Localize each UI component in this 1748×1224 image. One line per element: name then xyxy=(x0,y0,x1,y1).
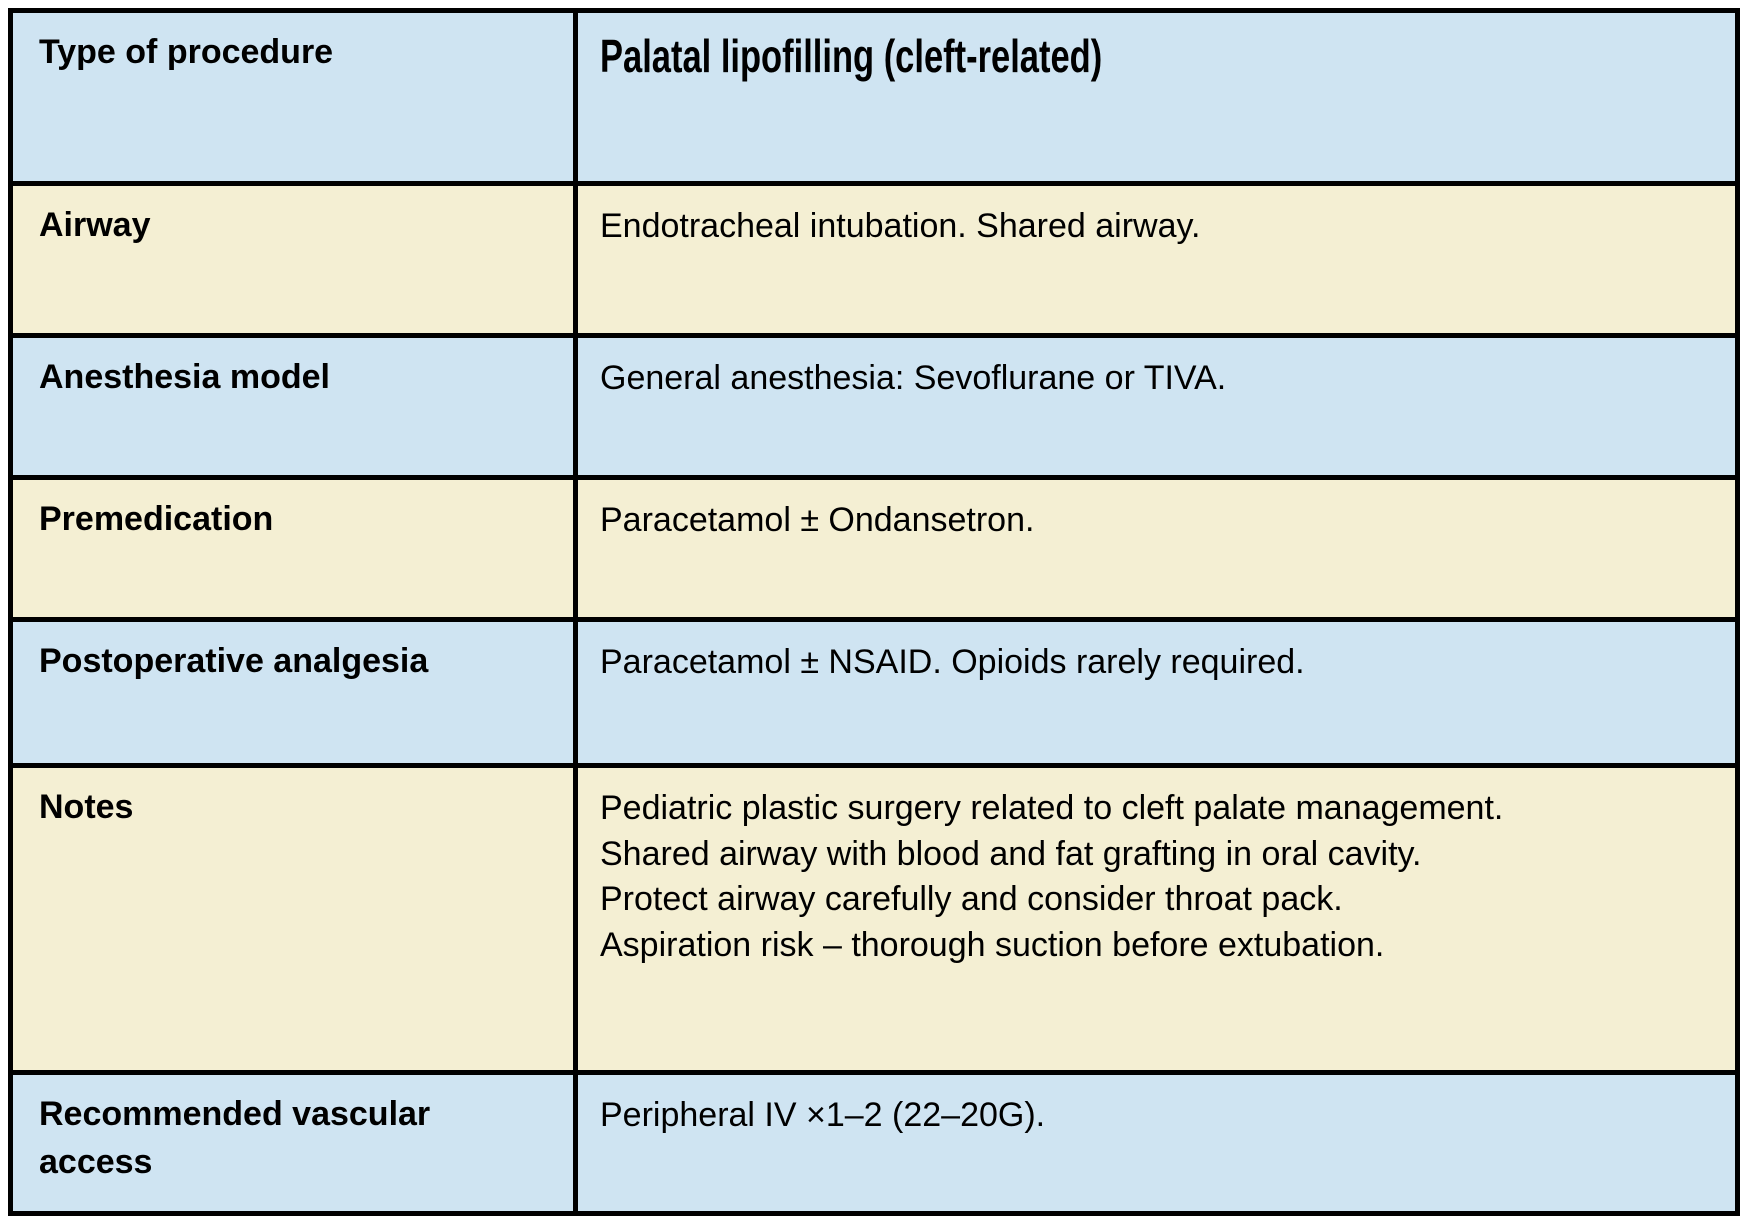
row-value-notes xyxy=(578,768,1735,1070)
table-row-premedication xyxy=(13,480,1735,622)
row-label-airway: Airway xyxy=(13,186,578,333)
row-value-vascular-access: Peripheral IV ×1–2 (22–20G). xyxy=(600,1096,1046,1134)
row-label-anesthesia-model: Anesthesia model xyxy=(13,338,578,475)
notes-line-4: Aspiration risk – thorough suction before extubation. xyxy=(600,925,1385,964)
procedure-title-cell xyxy=(578,13,1735,181)
row-label-premedication: Premedication xyxy=(13,480,578,617)
row-label-vascular-access: Recommended vascular access xyxy=(13,1075,578,1211)
row-label-postoperative-analgesia: Postoperative analgesia xyxy=(13,622,578,763)
row-value-premedication: Paracetamol ± Ondansetron. xyxy=(600,501,1035,539)
row-label-type-of-procedure: Type of procedure xyxy=(13,13,578,181)
table-row-type-of-procedure xyxy=(13,13,1735,186)
table-row-anesthesia-model xyxy=(13,338,1735,480)
procedure-title: Palatal lipofilling (cleft-related) xyxy=(600,30,1103,82)
table-row-notes xyxy=(13,768,1735,1075)
row-value-postoperative-analgesia: Paracetamol ± NSAID. Opioids rarely required. xyxy=(600,643,1305,681)
notes-line-1: Pediatric plastic surgery related to cleft palate management. xyxy=(600,789,1504,827)
notes-line-2: Shared airway with blood and fat grafting in oral cavity. xyxy=(600,834,1422,873)
table-row-vascular-access xyxy=(13,1075,1735,1211)
row-value-airway: Endotracheal intubation. Shared airway. xyxy=(600,207,1201,245)
procedure-table xyxy=(8,8,1740,1216)
notes-line-3: Protect airway carefully and consider throat pack. xyxy=(600,880,1343,919)
row-value-anesthesia-model: General anesthesia: Sevoflurane or TIVA. xyxy=(600,359,1227,397)
table-row-airway xyxy=(13,186,1735,338)
row-label-notes: Notes xyxy=(13,768,578,1070)
table-row-postoperative-analgesia xyxy=(13,622,1735,768)
